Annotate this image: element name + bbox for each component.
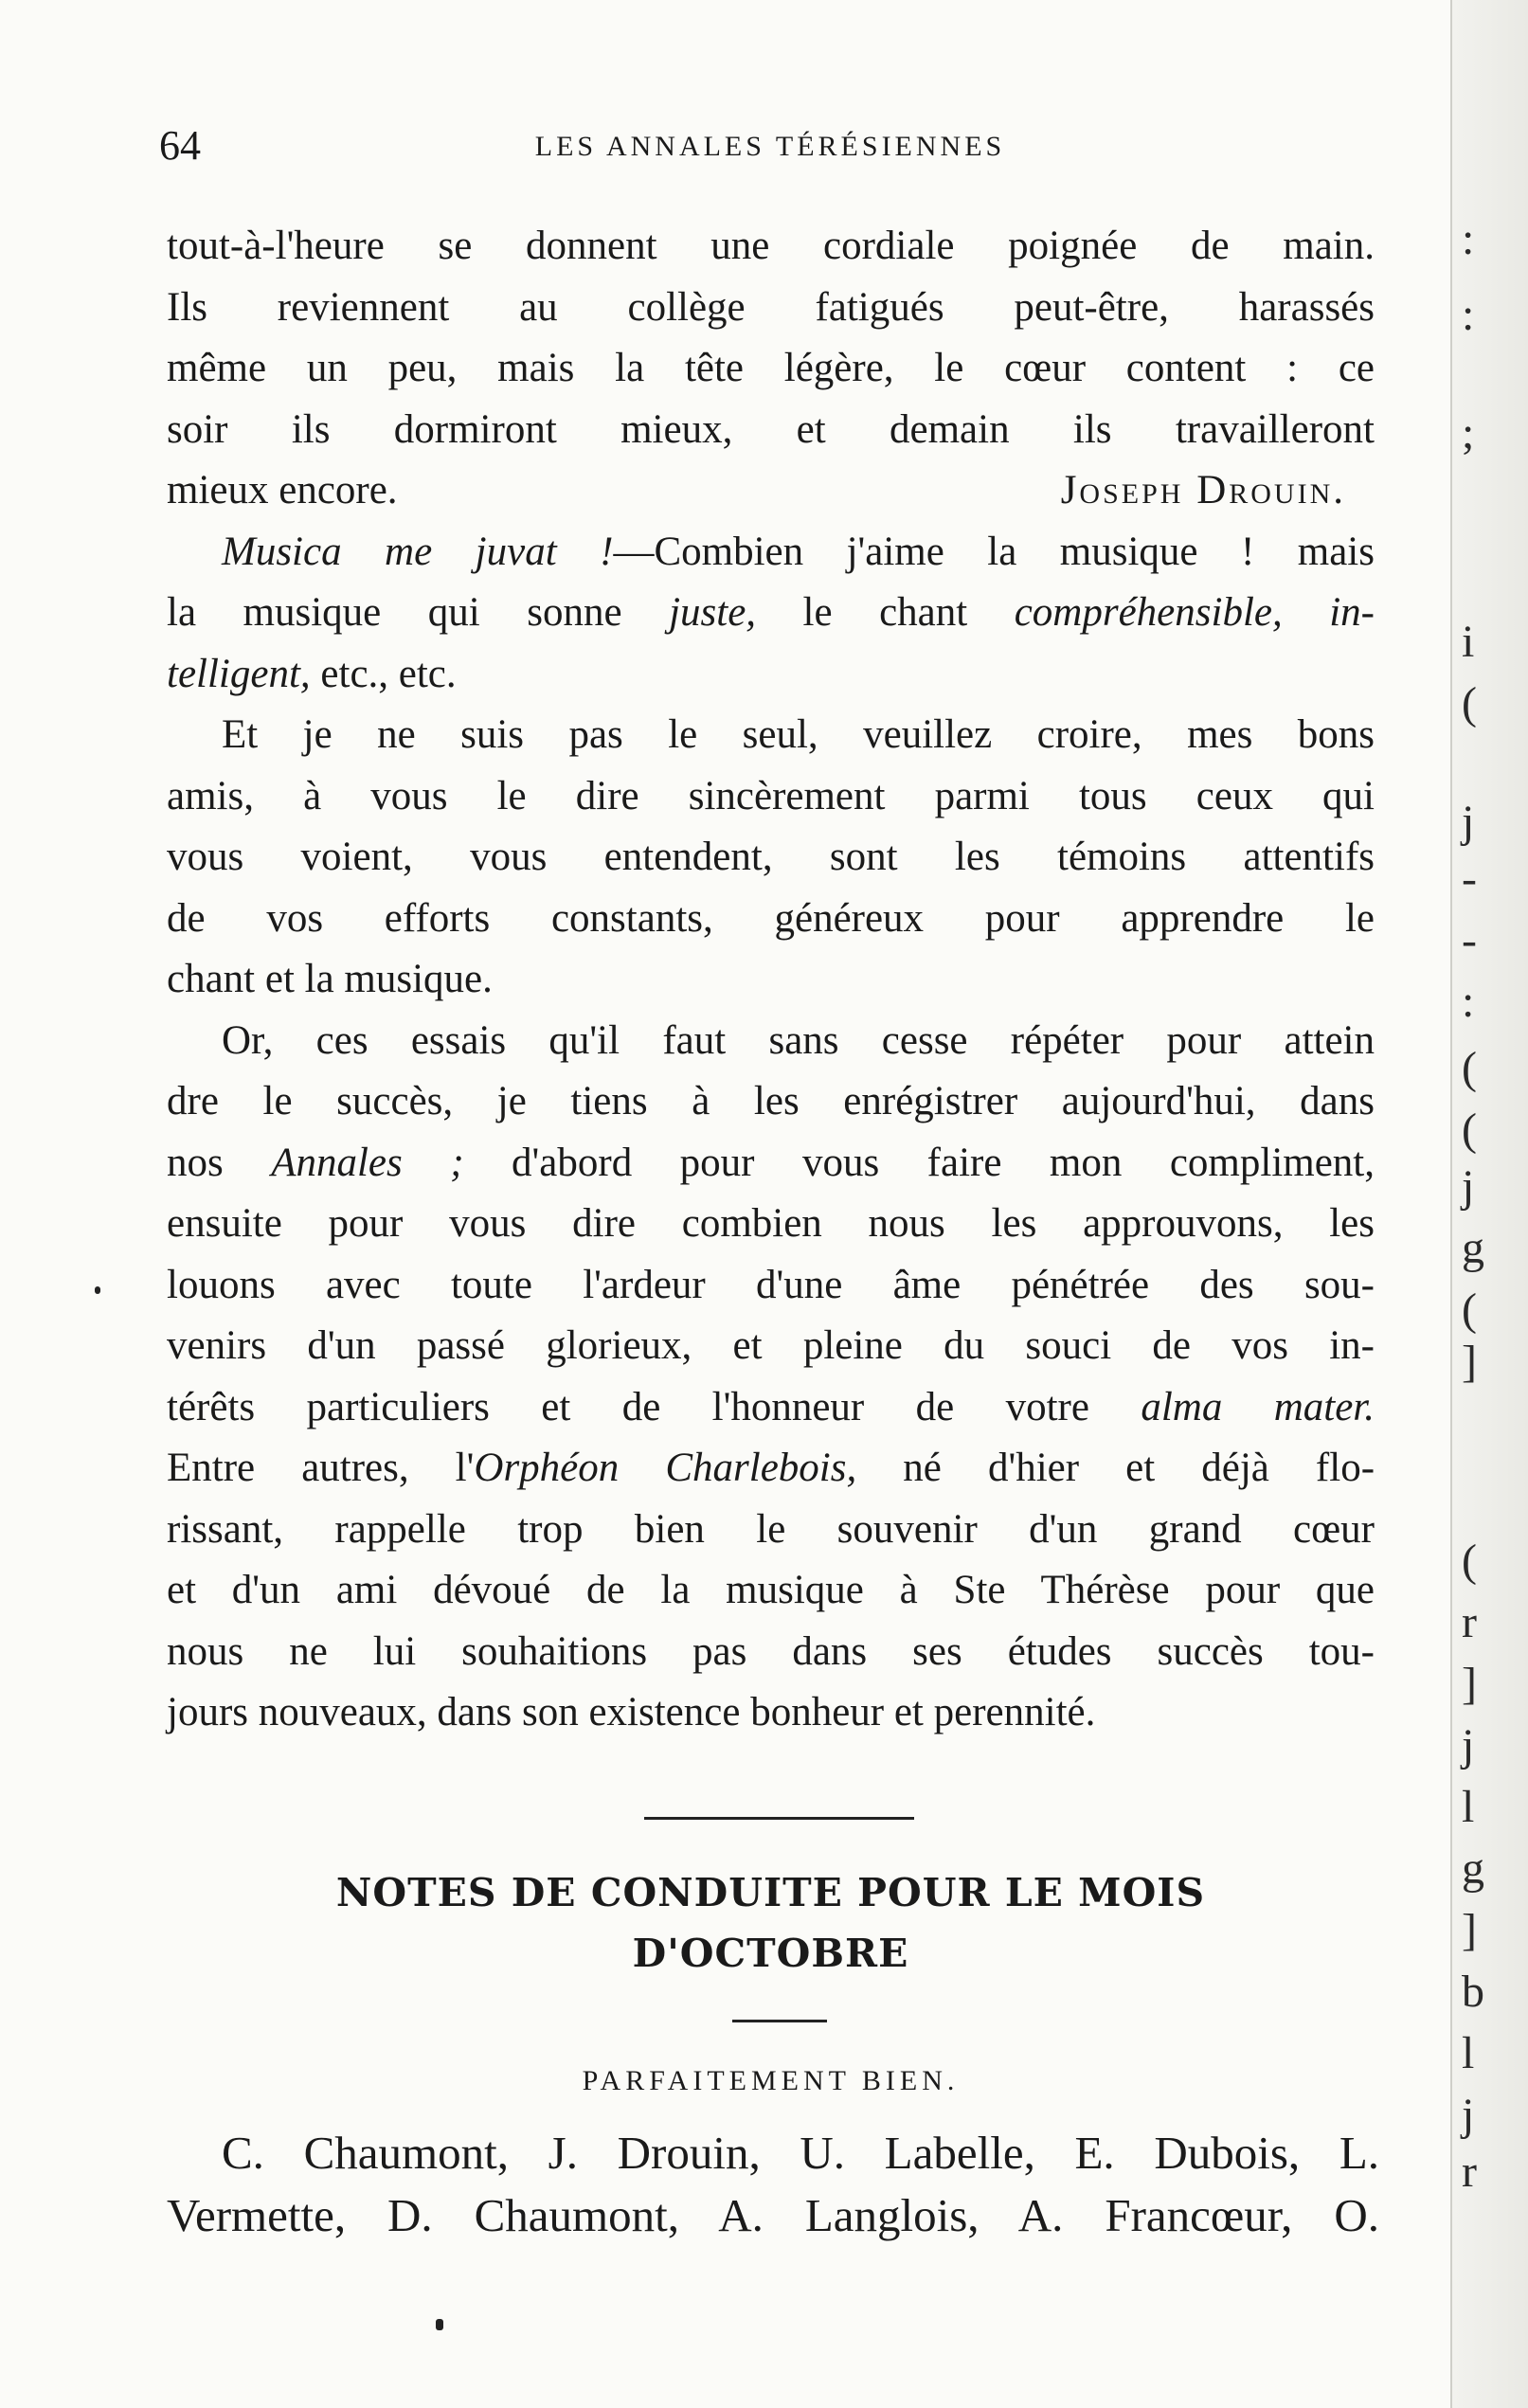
section-title: NOTES DE CONDUITE POUR LE MOIS D'OCTOBRE: [335, 1870, 1206, 1976]
italic-phrase: alma mater.: [1141, 1384, 1375, 1429]
margin-fragment: j: [1462, 1161, 1475, 1212]
margin-fragment: ]: [1462, 1905, 1477, 1955]
italic-phrase: Annales ;: [271, 1140, 464, 1185]
text-line: louons avec toute l'ardeur d'une âme pénétrée des sou-: [167, 1262, 1375, 1307]
text-line: amis, à vous le dire sincèrement parmi tous ceux qui: [167, 773, 1375, 818]
text-line: soir ils dormiront mieux, et demain ils travailleront: [167, 406, 1375, 452]
text-line: Et je ne suis pas le seul, veuillez croire, mes bons: [222, 712, 1375, 757]
text-line: chant et la musique.: [167, 957, 493, 1001]
text-line: ensuite pour vous dire combien nous les approuvons, les: [167, 1201, 1375, 1246]
text-line: nous ne lui souhaitions pas dans ses études succès tou-: [167, 1628, 1375, 1674]
names-line: C. Chaumont, J. Drouin, U. Labelle, E. Dubois, L.: [222, 2127, 1379, 2179]
margin-fragment: j: [1462, 1720, 1475, 1770]
author-signature: Joseph Drouin.: [1060, 468, 1346, 512]
page-number: 64: [159, 122, 201, 169]
italic-phrase: Musica me juvat !: [222, 529, 614, 574]
section-divider: [644, 1817, 914, 1820]
text-line: mieux encore.: [167, 468, 398, 512]
italic-phrase: Orphéon Charlebois,: [474, 1446, 857, 1490]
margin-fragment: ]: [1462, 1337, 1477, 1387]
margin-fragment: (: [1462, 1043, 1477, 1093]
names-line: Vermette, D. Chaumont, A. Langlois, A. Francœur, O.: [167, 2189, 1379, 2241]
student-names: [167, 2122, 1379, 2247]
margin-fragment: (: [1462, 1285, 1477, 1335]
text-line: Musica me juvat !—Combien j'aime la musique ! mais: [222, 529, 1375, 574]
margin-fragment: j: [1462, 2090, 1475, 2140]
margin-fragment: ]: [1462, 1659, 1477, 1709]
text-line: nos Annales ; d'abord pour vous faire mon compliment,: [167, 1140, 1375, 1185]
subheading: PARFAITEMENT BIEN.: [582, 2065, 960, 2096]
signature-line: [167, 460, 1375, 522]
margin-fragment: b: [1462, 1967, 1484, 2017]
ink-speck: [436, 2319, 443, 2330]
italic-phrase: telligent,: [167, 651, 311, 696]
margin-fragment: g: [1462, 1223, 1484, 1273]
text-line: térêts particuliers et de l'honneur de votre alma mater.: [167, 1384, 1375, 1429]
margin-fragment: g: [1462, 1843, 1484, 1894]
running-header: [159, 121, 1381, 178]
text-line: la musique qui sonne juste, le chant compréhensible, in-: [167, 590, 1375, 635]
italic-phrase: juste,: [669, 590, 757, 635]
text-line: de vos efforts constants, généreux pour apprendre le: [167, 895, 1375, 941]
margin-fragment: r: [1462, 2147, 1477, 2197]
margin-fragment: :: [1462, 214, 1475, 264]
text-line: dre le succès, je tiens à les enrégistrer aujourd'hui, dans: [167, 1079, 1375, 1123]
margin-fragment: l: [1462, 1782, 1475, 1832]
margin-fragment: l: [1462, 2028, 1475, 2078]
margin-fragment: r: [1462, 1597, 1477, 1647]
text-line: vous voient, vous entendent, sont les témoins attentifs: [167, 835, 1375, 879]
text-line: et d'un ami dévoué de la musique à Ste Thérèse pour que: [167, 1568, 1375, 1612]
margin-fragment: -: [1462, 915, 1477, 965]
text-line: Ils reviennent au collège fatigués peut-être, harassés: [167, 284, 1375, 330]
margin-fragment: j: [1462, 797, 1475, 847]
margin-fragment: (: [1462, 1105, 1477, 1155]
text-line: Or, ces essais qu'il faut sans cesse répéter pour attein: [222, 1017, 1375, 1063]
margin-fragment: i: [1462, 617, 1475, 667]
margin-fragment: ;: [1462, 408, 1475, 458]
margin-fragment: (: [1462, 1536, 1477, 1586]
ink-speck: [95, 1286, 100, 1294]
text-line: tout-à-l'heure se donnent une cordiale poignée de main.: [167, 224, 1375, 268]
italic-phrase: compréhensible, in-: [1014, 590, 1375, 635]
text-line: telligent, etc., etc.: [167, 651, 457, 696]
running-title: LES ANNALES TÉRÉSIENNES: [534, 131, 1006, 162]
margin-fragment: :: [1462, 977, 1475, 1027]
text-line: venirs d'un passé glorieux, et pleine du souci de vos in-: [167, 1323, 1375, 1368]
margin-fragment: -: [1462, 854, 1477, 904]
margin-fragment: :: [1462, 290, 1475, 340]
adjacent-page-edge: [1450, 0, 1528, 2408]
text-line: Entre autres, l'Orphéon Charlebois, né d'hier et déjà flo-: [167, 1446, 1375, 1490]
body-text: [167, 216, 1375, 1744]
margin-fragment: (: [1462, 678, 1477, 728]
text-line: rissant, rappelle trop bien le souvenir d'un grand cœur: [167, 1506, 1375, 1552]
text-line: jours nouveaux, dans son existence bonheur et perennité.: [167, 1690, 1096, 1734]
title-underline: [732, 2020, 827, 2022]
text-line: même un peu, mais la tête légère, le cœur content : ce: [167, 346, 1375, 390]
